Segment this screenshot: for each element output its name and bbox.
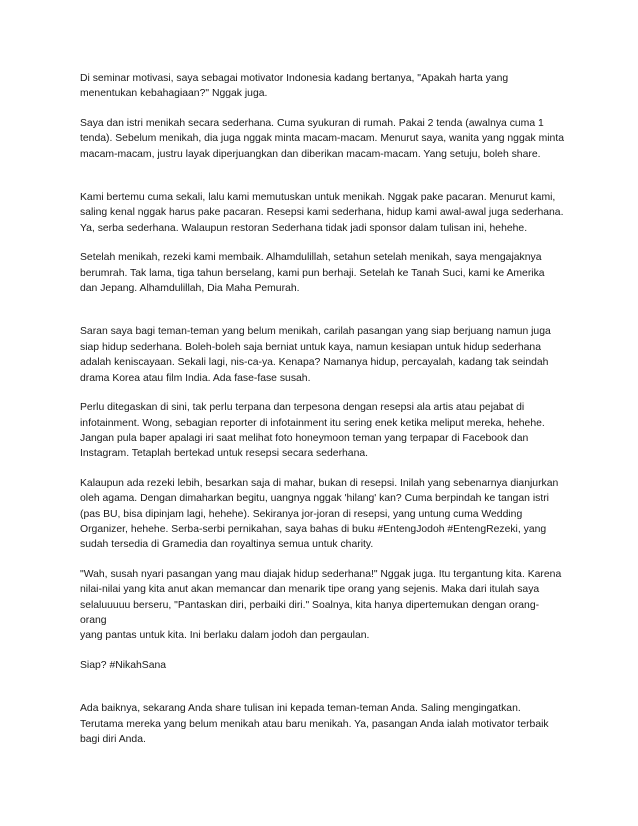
paragraph-6: Perlu ditegaskan di sini, tak perlu terpana dan terpesona dengan resepsi ala artis atau pejabat di infotainment. Wong, sebagian reporter di infotainment itu sering enek ketika meliput mereka, hehehe. Jangan pula baper apalagi iri saat melihat foto honeymoon teman yang terpapar di Facebook dan Instagram. Tetaplah bertekad untuk resepsi secara sederhana. xyxy=(80,402,545,460)
paragraph-9: Siap? #NikahSana xyxy=(80,659,167,671)
paragraph-1: Di seminar motivasi, saya sebagai motivator Indonesia kadang bertanya, "Apakah harta yang menentukan kebahagiaan?" Nggak juga. xyxy=(80,73,509,100)
paragraph-8: "Wah, susah nyari pasangan yang mau diajak hidup sederhana!" Nggak juga. Itu tergantung kita. Karena nilai-nilai yang kita anut akan memancar dan menarik tipe orang yang sejenis. Maka dari itulah saya selaluuuuu berseru, "Pantaskan diri, perbaiki diri." Soalnya, kita hanya dipertemukan dengan orang-orang yang pantas untuk kita. Ini berlaku dalam jodoh dan pergaulan. xyxy=(80,568,562,642)
paragraph-2: Saya dan istri menikah secara sederhana. Cuma syukuran di rumah. Pakai 2 tenda (awalnya cuma 1 tenda). Sebelum menikah, dia juga nggak minta macam-macam. Menurut saya, wanita yang nggak minta macam-macam, justru layak diperjuangkan dan diberikan macam-macam. Yang setuju, boleh share. xyxy=(80,117,564,160)
paragraph-7: Kalaupun ada rezeki lebih, besarkan saja di mahar, bukan di resepsi. Inilah yang sebenarnya dianjurkan oleh agama. Dengan dimaharkan begitu, uangnya nggak 'hilang' kan? Cuma berpindah ke tangan istri (pas BU, bisa dipinjam lagi, hehehe). Sekiranya jor-joran di resepsi, yang untung cuma Wedding Organizer, hehehe. Serba-serbi pernikahan, saya bahas di buku #EntengJodoh #EntengRezeki, yang sudah tersedia di Gramedia dan royaltinya semua untuk charity. xyxy=(80,477,559,551)
paragraph-3: Kami bertemu cuma sekali, lalu kami memutuskan untuk menikah. Nggak pake pacaran. Menurut kami, saling kenal nggak harus pake pacaran. Resepsi kami sederhana, hidup kami awal-awal juga sederhana. Ya, serba sederhana. Walaupun restoran Sederhana tidak jadi sponsor dalam tulisan ini, hehehe. xyxy=(80,192,564,234)
paragraph-4: Setelah menikah, rezeki kami membaik. Alhamdulillah, setahun setelah menikah, saya mengajaknya berumrah. Tak lama, tiga tahun berselang, kami pun berhaji. Setelah ke Tanah Suci, kami ke Amerika dan Jepang. Alhamdulillah, Dia Maha Pemurah. xyxy=(80,252,545,295)
document-body xyxy=(80,71,565,761)
paragraph-10: Ada baiknya, sekarang Anda share tulisan ini kepada teman-teman Anda. Saling mengingatkan. Terutama mereka yang belum menikah atau baru menikah. Ya, pasangan Anda ialah motivator terbaik bagi diri Anda. xyxy=(80,703,549,745)
paragraph-5: Saran saya bagi teman-teman yang belum menikah, carilah pasangan yang siap berjuang namun juga siap hidup sederhana. Boleh-boleh saja berniat untuk kaya, namun kesiapan untuk hidup sederhana adalah keniscayaan. Sekali lagi, nis-ca-ya. Kenapa? Namanya hidup, percayalah, kadang tak seindah drama Korea atau film India. Ada fase-fase susah. xyxy=(80,326,551,384)
